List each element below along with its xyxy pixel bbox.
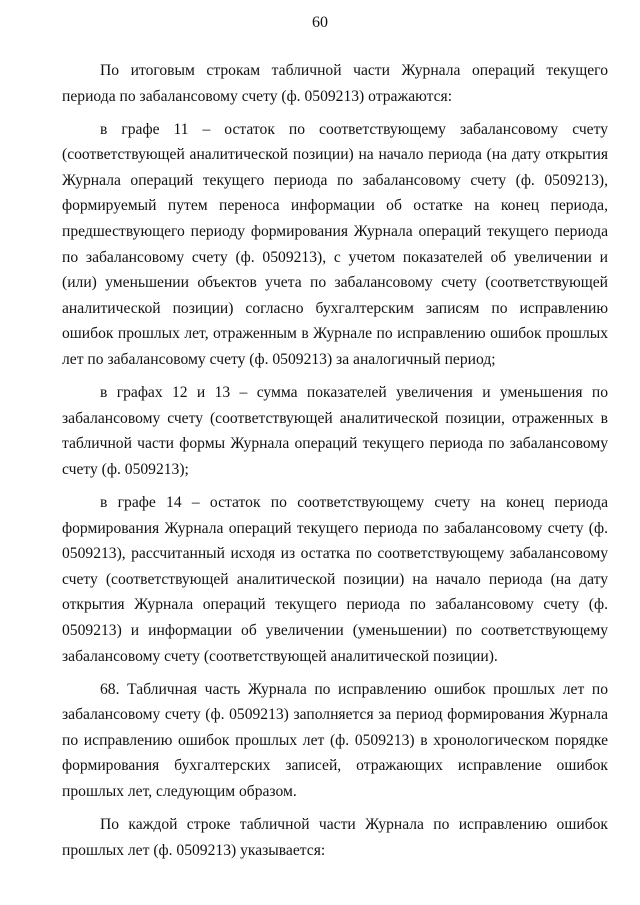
document-body [62, 58, 608, 863]
paragraph-column-14: в графе 14 – остаток по соответствующему счету на конец периода формирования Журнала операций текущего периода по забалансовому счету (ф. 0509213), рассчитанный исходя из остатка по соответствующему забалансовому счету (соответствующей аналитической позиции) на начало периода (на дату открытия Журнала операций текущего периода по забалансовому счету (ф. 0509213) и информации об увеличении (уменьшении) по соответствующему забалансовому счету (соответствующей аналитической позиции). [62, 494, 608, 665]
paragraph-column-11: в графе 11 – остаток по соответствующему забалансовому счету (соответствующей аналитической позиции) на начало периода (на дату открытия Журнала операций текущего периода по забалансовому счету (ф. 0509213), формируемый путем переноса информации об остатке на конец периода, предшествующего периоду формирования Журнала операций текущего периода по забалансовому счету (ф. 0509213), с учетом показателей об увеличении и (или) уменьшении объектов учета по забалансовому счету (соответствующей аналитической позиции) согласно бухгалтерским записям по исправлению ошибок прошлых лет, отраженным в Журнале по исправлению ошибок прошлых лет по забалансовому счету (ф. 0509213) за аналогичный период; [62, 120, 608, 369]
paragraph-columns-12-13: в графах 12 и 13 – сумма показателей увеличения и уменьшения по забалансовому счету (соответствующей аналитической позиции, отраженных в табличной части формы Журнала операций текущего периода по забалансовому счету (ф. 0509213); [62, 384, 608, 478]
paragraph-row-details: По каждой строке табличной части Журнала по исправлению ошибок прошлых лет (ф. 0509213) указывается: [62, 816, 608, 859]
paragraph-item-68: 68. Табличная часть Журнала по исправлению ошибок прошлых лет по забалансовому счету (ф. 0509213) заполняется за период формирования Журнала по исправлению ошибок прошлых лет (ф. 0509213) в хронологическом порядке формирования бухгалтерских записей, отражающих исправление ошибок прошлых лет, следующим образом. [62, 680, 608, 801]
page-number: 60 [312, 14, 328, 31]
paragraph-intro: По итоговым строкам табличной части Журнала операций текущего периода по забалансовому счету (ф. 0509213) отражаются: [62, 62, 608, 105]
